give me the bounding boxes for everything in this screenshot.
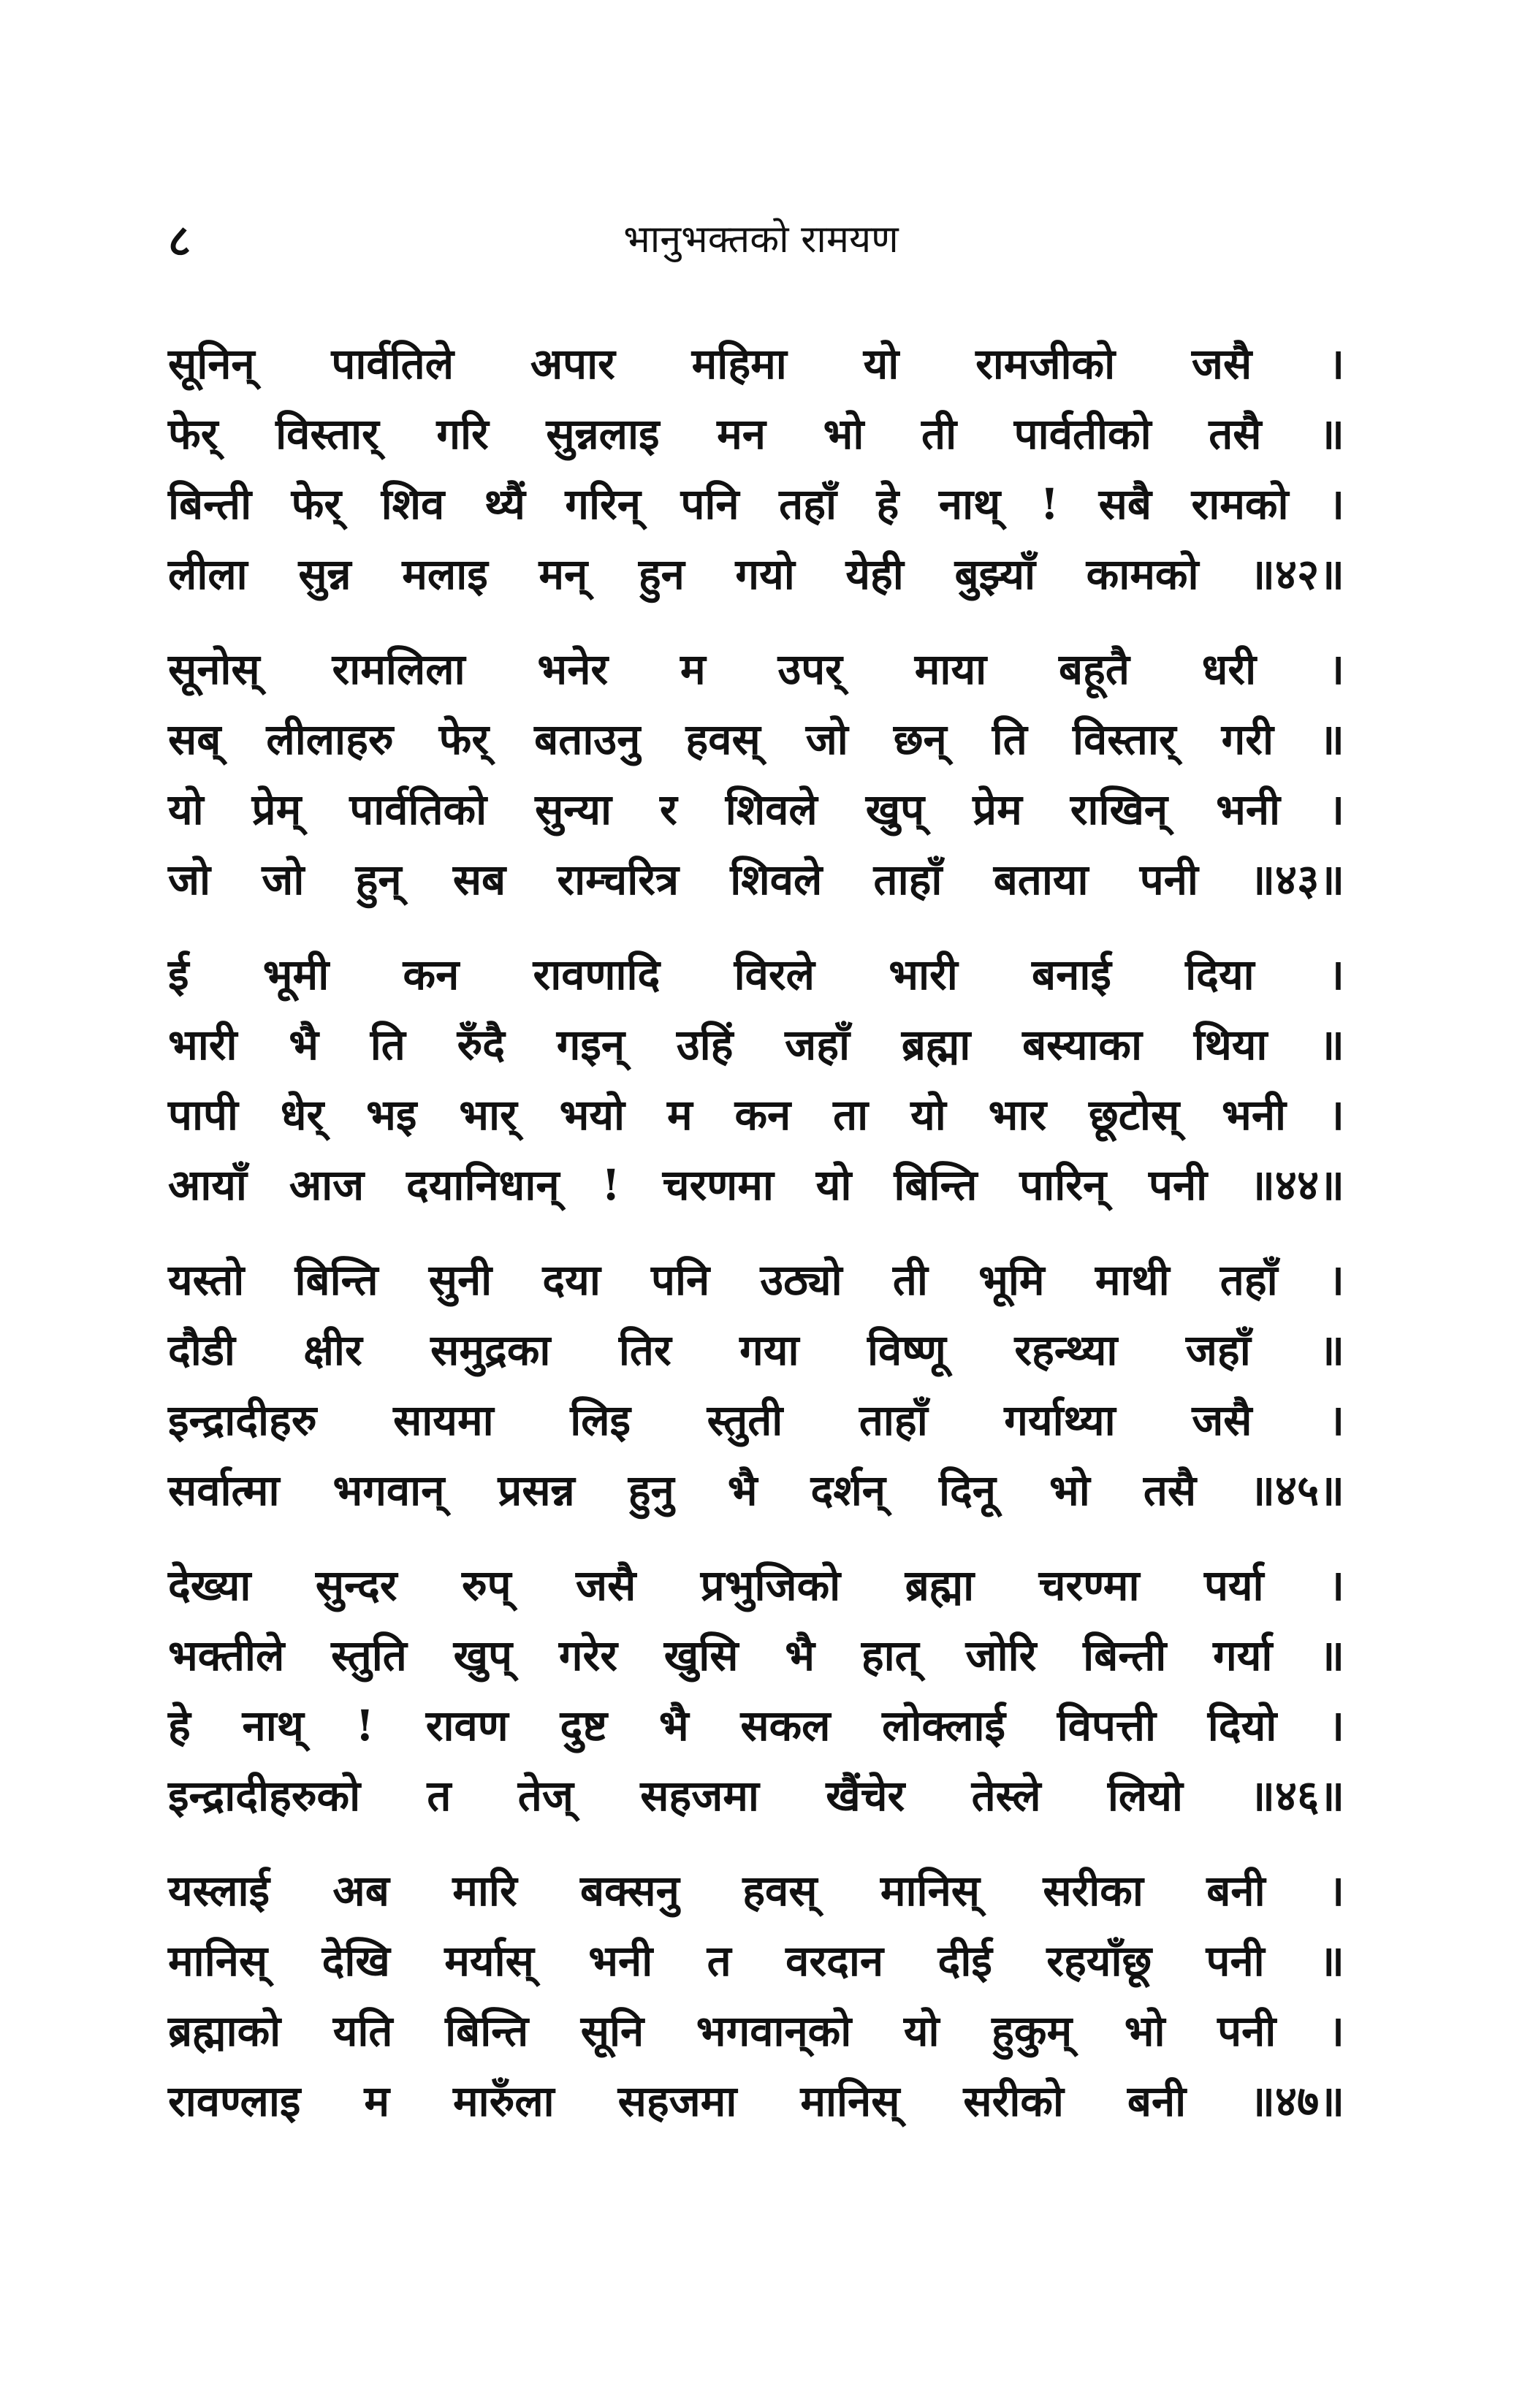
verse-word: गयो xyxy=(735,549,795,599)
verse-word: यस्तो xyxy=(168,1255,245,1305)
verse-word: ! xyxy=(355,1701,375,1750)
verse-word: बहूतै xyxy=(1058,644,1130,694)
verse-word: चरण्मा xyxy=(1038,1561,1140,1610)
verse-word: पारिन् xyxy=(1019,1160,1107,1210)
verse-word: । xyxy=(1328,950,1344,999)
verse-word: तेस्ले xyxy=(971,1771,1041,1821)
verse-word: हवस् xyxy=(742,1866,818,1916)
verse-word: मानिस् xyxy=(800,2076,900,2126)
verse-word: । xyxy=(1328,1561,1344,1610)
verse-line xyxy=(168,1455,1344,1525)
verse-word: बताउनु xyxy=(534,715,641,764)
verse-word: मलाइ xyxy=(402,549,488,599)
verse-line xyxy=(168,1620,1344,1691)
verse-word: ती xyxy=(921,409,957,459)
verse-word: विष्णू xyxy=(867,1325,946,1375)
verse-line xyxy=(168,704,1344,774)
verse-line xyxy=(168,539,1344,609)
verse-word: भार् xyxy=(459,1090,517,1140)
verse-word: लोक्लाई xyxy=(882,1701,1005,1750)
verse-word: दया xyxy=(542,1255,601,1305)
verse-word: देखि xyxy=(321,1936,390,1986)
verse-word: ॥ xyxy=(1319,409,1344,459)
verse-word: भै xyxy=(785,1631,815,1680)
verse-word: अपार xyxy=(530,339,615,389)
verse-word: खुप् xyxy=(453,1631,513,1680)
verse-word: सुन्न xyxy=(298,549,351,599)
verse-word: लियो xyxy=(1107,1771,1183,1821)
verse-word: देख्या xyxy=(168,1561,251,1610)
verse-word: सर्वात्मा xyxy=(168,1466,280,1515)
verse-line xyxy=(168,1926,1344,1996)
verse-word: तसै xyxy=(1209,409,1262,459)
verse-word: बिन्ति xyxy=(294,1255,378,1305)
verse-word: थ्यैं xyxy=(484,479,525,529)
verse-word: सायमा xyxy=(393,1395,494,1445)
verse-word: सूनि xyxy=(580,2006,644,2056)
verse-word: धरी xyxy=(1201,644,1257,694)
verse-word: भारी xyxy=(168,1020,237,1070)
verse-word: ॥ xyxy=(1319,1631,1344,1680)
verse-word: ॥ xyxy=(1319,715,1344,764)
verse-word: जहाँ xyxy=(785,1020,851,1070)
verse-word: ॥ xyxy=(1319,1936,1344,1986)
verse-word: गरेर xyxy=(558,1631,617,1680)
verse-word: पापी xyxy=(168,1090,238,1140)
verse-word: ॥ xyxy=(1319,1020,1344,1070)
verse-word: सब् xyxy=(168,715,221,764)
verse-word: सुन्या xyxy=(535,785,612,834)
verse-word: पार्वतीको xyxy=(1013,409,1152,459)
verse-word: सहजमा xyxy=(617,2076,737,2126)
verse-word: बताया xyxy=(993,855,1089,904)
verse-line xyxy=(168,1315,1344,1385)
verse-word: भनेर xyxy=(537,644,609,694)
stanza-44 xyxy=(168,940,1344,1245)
verse-word: जोरि xyxy=(965,1631,1037,1680)
verse-word: सूनिन् xyxy=(168,339,255,389)
verse-word: सब xyxy=(452,855,506,904)
verse-word: मानिस् xyxy=(880,1866,980,1916)
verse-word: । xyxy=(1328,1701,1344,1750)
verse-word: ब्रह्मा xyxy=(905,1561,975,1610)
verse-word: अब xyxy=(332,1866,389,1916)
verse-word: । xyxy=(1328,339,1344,389)
verse-line xyxy=(168,940,1344,1010)
verse-word: । xyxy=(1328,1090,1344,1140)
verse-word: गरि xyxy=(436,409,489,459)
verse-word: प्रेम xyxy=(973,785,1022,834)
verse-word: सबै xyxy=(1098,479,1152,529)
verse-word: । xyxy=(1328,1395,1344,1445)
verse-word: । xyxy=(1328,644,1344,694)
verse-line xyxy=(168,1761,1344,1831)
verse-word: ॥४२॥ xyxy=(1249,549,1344,599)
verse-word: कन xyxy=(403,950,460,999)
verse-word: ताहाँ xyxy=(873,855,943,904)
verse-word: हे xyxy=(168,1701,191,1750)
verse-word: मन् xyxy=(539,549,588,599)
verse-word: । xyxy=(1328,479,1344,529)
verse-word: वरदान xyxy=(785,1936,884,1986)
verse-line xyxy=(168,1550,1344,1620)
verse-word: म xyxy=(666,1090,693,1140)
verse-word: ती xyxy=(892,1255,928,1305)
verse-word: भइ xyxy=(366,1090,417,1140)
verse-word: तिर xyxy=(618,1325,671,1375)
verse-line xyxy=(168,1856,1344,1926)
verse-word: इन्द्रादीहरु xyxy=(168,1395,317,1445)
verse-word: भगवान्‌को xyxy=(696,2006,852,2056)
verse-word: राखिन् xyxy=(1070,785,1168,834)
verse-word: खैंचेर xyxy=(826,1771,905,1821)
verse-word: माया xyxy=(914,644,987,694)
verse-word: भै xyxy=(658,1701,689,1750)
verse-word: भो xyxy=(1124,2006,1165,2056)
verse-word: हवस् xyxy=(685,715,761,764)
verse-word: छन् xyxy=(893,715,947,764)
verse-word: रावणादि xyxy=(533,950,661,999)
verse-line xyxy=(168,774,1344,845)
verse-word: रहन्थ्या xyxy=(1014,1325,1118,1375)
verse-word: भारी xyxy=(889,950,958,999)
verse-word: दिनू xyxy=(938,1466,996,1515)
verse-word: जसै xyxy=(1192,1395,1252,1445)
verse-word: बिन्ती xyxy=(168,479,252,529)
verse-word: हुन xyxy=(638,549,685,599)
verse-word: जसै xyxy=(1191,339,1252,389)
verse-word: बनी xyxy=(1206,1866,1266,1916)
verse-word: गर्याथ्या xyxy=(1004,1395,1116,1445)
verse-word: पर्या xyxy=(1203,1561,1264,1610)
verse-line xyxy=(168,1080,1344,1150)
verse-word: नाथ् xyxy=(242,1701,304,1750)
verse-word: त xyxy=(427,1771,452,1821)
verse-line xyxy=(168,1385,1344,1455)
verse-word: ब्रह्माको xyxy=(168,2006,281,2056)
verse-word: रहयाँछू xyxy=(1046,1936,1152,1986)
verse-word: ति xyxy=(370,1020,406,1070)
verse-word: मारुँला xyxy=(452,2076,555,2126)
verse-word: जो xyxy=(805,715,848,764)
stanza-45 xyxy=(168,1245,1344,1550)
verse-word: यति xyxy=(332,2006,393,2056)
verse-word: ॥४६॥ xyxy=(1249,1771,1344,1821)
verse-line xyxy=(168,2066,1344,2136)
verse-line xyxy=(168,845,1344,915)
verse-word: महिमा xyxy=(691,339,787,389)
verse-word: भो xyxy=(1049,1466,1090,1515)
verse-word: कन xyxy=(734,1090,791,1140)
verse-word: रुप् xyxy=(461,1561,511,1610)
verse-word: मानिस् xyxy=(168,1936,268,1986)
verse-word: भूमी xyxy=(262,950,330,999)
verse-word: मारि xyxy=(452,1866,517,1916)
verse-word: लीला xyxy=(168,549,248,599)
verse-word: ता xyxy=(833,1090,869,1140)
verse-word: स्तुती xyxy=(707,1395,783,1445)
verse-word: भूमि xyxy=(978,1255,1045,1305)
verse-word: मर्यास् xyxy=(444,1936,534,1986)
verse-word: विस्तार् xyxy=(275,409,379,459)
verse-word: भो xyxy=(823,409,864,459)
verse-word: शिवले xyxy=(730,855,823,904)
verse-word: आयाँ xyxy=(168,1160,247,1210)
verse-word: सहजमा xyxy=(640,1771,759,1821)
verse-word: सुनी xyxy=(428,1255,492,1305)
verse-word: उहिं xyxy=(676,1020,734,1070)
verse-word: ! xyxy=(1040,479,1059,529)
verse-word: त xyxy=(707,1936,731,1986)
verse-word: ब्रह्मा xyxy=(901,1020,971,1070)
verse-line xyxy=(168,1245,1344,1315)
verse-word: तसै xyxy=(1143,1466,1197,1515)
verse-word: राम्चरित्र xyxy=(557,855,680,904)
verse-word: यो xyxy=(910,1090,946,1140)
verse-word: ॥ xyxy=(1319,1325,1344,1375)
stanza-42 xyxy=(168,329,1344,634)
verse-word: हे xyxy=(876,479,899,529)
verse-word: ति xyxy=(992,715,1027,764)
verse-word: दर्शन् xyxy=(810,1466,886,1515)
verse-word: यो xyxy=(863,339,899,389)
verse-line xyxy=(168,1996,1344,2066)
verse-word: सरीको xyxy=(963,2076,1064,2126)
verse-line xyxy=(168,1010,1344,1080)
verse-line xyxy=(168,1150,1344,1220)
verse-word: फेर् xyxy=(438,715,490,764)
verse-word: भनी xyxy=(1216,785,1281,834)
verse-word: प्रभुजिको xyxy=(700,1561,841,1610)
running-title: भानुभक्तको रामयण xyxy=(623,218,899,262)
verse-word: हुन् xyxy=(355,855,402,904)
verse-word: भार xyxy=(988,1090,1047,1140)
verse-word: येही xyxy=(845,549,904,599)
verse-word: रामको xyxy=(1191,479,1289,529)
verse-word: ॥४३॥ xyxy=(1249,855,1344,904)
stanza-47 xyxy=(168,1856,1344,2161)
verse-word: । xyxy=(1328,1255,1344,1305)
verse-word: बनी xyxy=(1127,2076,1187,2126)
verse-word: पार्वतिको xyxy=(349,785,487,834)
verse-word: यो xyxy=(815,1160,852,1210)
verse-word: रुँदै xyxy=(457,1020,506,1070)
verse-word: गया xyxy=(739,1325,799,1375)
verse-word: लिइ xyxy=(570,1395,631,1445)
verse-word: भक्तीले xyxy=(168,1631,285,1680)
verse-word: भगवान् xyxy=(332,1466,445,1515)
verse-line xyxy=(168,329,1344,399)
verse-word: बस्याका xyxy=(1022,1020,1142,1070)
verse-word: ॥४७॥ xyxy=(1249,2076,1344,2126)
verse-word: बिन्ती xyxy=(1083,1631,1167,1680)
verse-word: सरीका xyxy=(1043,1866,1144,1916)
verse-word: बक्सनु xyxy=(580,1866,680,1916)
verse-line xyxy=(168,634,1344,704)
verse-word: खुसि xyxy=(663,1631,739,1680)
verse-word: स्तुति xyxy=(331,1631,407,1680)
verse-word: जसै xyxy=(576,1561,636,1610)
verse-word: बुझ्याँ xyxy=(954,549,1036,599)
verse-word: माथी xyxy=(1095,1255,1170,1305)
stanza-46 xyxy=(168,1550,1344,1856)
verse-word: गइन् xyxy=(556,1020,625,1070)
verse-word: पार्वतिले xyxy=(331,339,454,389)
verse-word: तहाँ xyxy=(1219,1255,1278,1305)
verse-word: म xyxy=(364,2076,389,2126)
verse-line xyxy=(168,1691,1344,1761)
verse-word: ई xyxy=(168,950,189,999)
verse-word: बनाई xyxy=(1032,950,1111,999)
verse-word: विस्तार् xyxy=(1072,715,1176,764)
verse-word: ॥४५॥ xyxy=(1249,1466,1344,1515)
verse-word: पनी xyxy=(1217,2006,1276,2056)
verse-word: र xyxy=(660,785,677,834)
verse-word: हुकुम् xyxy=(992,2006,1073,2056)
verse-word: सकल xyxy=(740,1701,831,1750)
verse-word: लीलाहरु xyxy=(266,715,394,764)
verse-word: फेर् xyxy=(291,479,342,529)
verse-word: चरणमा xyxy=(662,1160,774,1210)
verse-word: छूटोस् xyxy=(1089,1090,1180,1140)
verse-word: गरी xyxy=(1221,715,1274,764)
verse-word: शिवले xyxy=(725,785,818,834)
verse-word: बिन्ति xyxy=(445,2006,529,2056)
verse-word: शिव xyxy=(381,479,445,529)
verse-word: पनी xyxy=(1149,1160,1208,1210)
verse-word: हात् xyxy=(861,1631,919,1680)
verse-word: ताहाँ xyxy=(859,1395,928,1445)
verse-word: उपर् xyxy=(777,644,842,694)
verse-word: भनी xyxy=(588,1936,653,1986)
verse-word: गरिन् xyxy=(565,479,641,529)
verse-word: यस्लाई xyxy=(168,1866,270,1916)
verse-word: फेर् xyxy=(168,409,218,459)
verse-line xyxy=(168,399,1344,469)
verse-word: भै xyxy=(289,1020,319,1070)
verse-word: रावण्लाइ xyxy=(168,2076,301,2126)
verse-line xyxy=(168,469,1344,539)
verse-word: धेर् xyxy=(280,1090,324,1140)
verse-word: रावण xyxy=(425,1701,509,1750)
verse-word: मन xyxy=(717,409,766,459)
verse-word: पनी xyxy=(1139,855,1198,904)
verse-word: तहाँ xyxy=(779,479,837,529)
verse-word: म xyxy=(680,644,706,694)
verse-word: दिया xyxy=(1185,950,1255,999)
verse-word: । xyxy=(1328,1866,1344,1916)
verse-word: आज xyxy=(289,1160,365,1210)
verse-word: प्रेम् xyxy=(251,785,302,834)
verse-word: दीई xyxy=(937,1936,992,1986)
verse-word: । xyxy=(1328,785,1344,834)
verse-word: रामजीको xyxy=(975,339,1116,389)
verse-word: विपत्ती xyxy=(1057,1701,1157,1750)
verse-word: क्षीर xyxy=(303,1325,362,1375)
verse-word: पनि xyxy=(680,479,739,529)
verse-word: जो xyxy=(168,855,211,904)
verse-word: विरले xyxy=(734,950,815,999)
verse-word: पनि xyxy=(651,1255,710,1305)
verse-word: हुनु xyxy=(628,1466,674,1515)
verse-word: दयानिधान् xyxy=(406,1160,560,1210)
page-number: ८ xyxy=(168,216,191,267)
verse-word: जहाँ xyxy=(1185,1325,1251,1375)
verse-word: दुष्ट xyxy=(560,1701,608,1750)
verse-word: तेज् xyxy=(517,1771,574,1821)
verse-word: सुन्दर xyxy=(315,1561,397,1610)
verse-word: उठ्यो xyxy=(760,1255,842,1305)
verse-word: दौडी xyxy=(168,1325,235,1375)
verse-word: ! xyxy=(601,1160,620,1210)
verse-word: भनी xyxy=(1222,1090,1287,1140)
verses xyxy=(168,329,1344,2161)
verse-word: यो xyxy=(168,785,204,834)
verse-word: गर्या xyxy=(1213,1631,1273,1680)
verse-word: सुन्नलाइ xyxy=(546,409,660,459)
verse-word: खुप् xyxy=(865,785,925,834)
verse-word: भयो xyxy=(559,1090,625,1140)
verse-word: प्रसन्न xyxy=(498,1466,575,1515)
verse-word: नाथ् xyxy=(938,479,1001,529)
verse-word: सूनोस् xyxy=(168,644,260,694)
verse-word: थिया xyxy=(1193,1020,1268,1070)
verse-word: जो xyxy=(262,855,305,904)
verse-word: यो xyxy=(903,2006,940,2056)
verse-word: रामलिला xyxy=(332,644,465,694)
verse-word: कामको xyxy=(1086,549,1199,599)
verse-word: इन्द्रादीहरुको xyxy=(168,1771,361,1821)
verse-word: दियो xyxy=(1207,1701,1277,1750)
verse-word: भै xyxy=(727,1466,758,1515)
verse-word: समुद्रका xyxy=(430,1325,551,1375)
stanza-43 xyxy=(168,634,1344,940)
verse-word: । xyxy=(1328,2006,1344,2056)
verse-word: पनी xyxy=(1206,1936,1265,1986)
verse-word: बिन्ति xyxy=(894,1160,978,1210)
verse-word: ॥४४॥ xyxy=(1249,1160,1344,1210)
